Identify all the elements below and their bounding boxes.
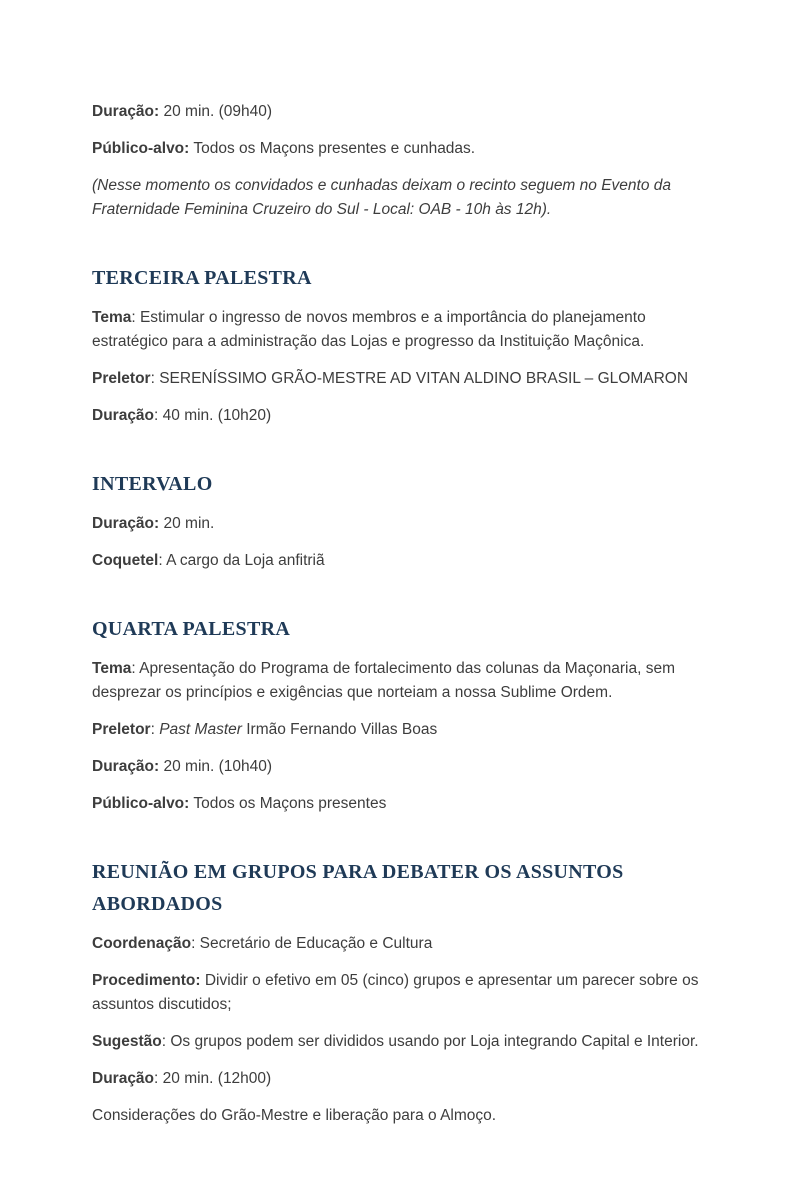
paragraph bbox=[92, 306, 701, 354]
section-heading: REUNIÃO EM GRUPOS PARA DEBATER OS ASSUNTOS ABORDADOS bbox=[92, 861, 624, 915]
text-run: : A cargo da Loja anfitriã bbox=[158, 552, 325, 569]
paragraph bbox=[92, 657, 701, 705]
text-run: : Os grupos podem ser divididos usando por Loja integrando Capital e Interior. bbox=[161, 1033, 699, 1050]
italic-run: (Nesse momento os convidados e cunhadas deixam o recinto seguem no Evento da Fraternidade Feminina Cruzeiro do Sul - Local: OAB - 10h às 12h). bbox=[92, 177, 672, 218]
section-heading: TERCEIRA PALESTRA bbox=[92, 267, 312, 289]
text-run: Todos os Maçons presentes bbox=[189, 795, 387, 812]
text-run: 20 min. (10h40) bbox=[159, 758, 273, 775]
label-run: Duração: bbox=[92, 103, 160, 120]
paragraph bbox=[92, 174, 701, 222]
schedule-section bbox=[92, 856, 701, 1128]
paragraph bbox=[92, 404, 701, 428]
text-run: Considerações do Grão-Mestre e liberação para o Almoço. bbox=[92, 1107, 497, 1124]
paragraph bbox=[92, 932, 701, 956]
label-run: Tema bbox=[92, 309, 132, 326]
label-run: Duração: bbox=[92, 758, 160, 775]
paragraph bbox=[92, 1104, 701, 1128]
label-run: Tema bbox=[92, 660, 132, 677]
paragraph bbox=[92, 755, 701, 779]
text-run: 20 min. (09h40) bbox=[159, 103, 273, 120]
label-run: Duração bbox=[92, 1070, 155, 1087]
label-run: Público-alvo: bbox=[92, 795, 190, 812]
section-heading: QUARTA PALESTRA bbox=[92, 618, 291, 640]
section-heading: INTERVALO bbox=[92, 473, 213, 495]
paragraph bbox=[92, 549, 701, 573]
text-run: : Apresentação do Programa de fortalecimento das colunas da Maçonaria, sem desprezar os princípios e exigências que norteiam a nossa Sublime Ordem. bbox=[92, 660, 676, 701]
text-run: : bbox=[150, 721, 160, 738]
label-run: Procedimento: bbox=[92, 972, 201, 989]
schedule-section bbox=[92, 262, 701, 428]
paragraph bbox=[92, 1030, 701, 1054]
label-run: Duração bbox=[92, 407, 155, 424]
text-run: : SERENÍSSIMO GRÃO-MESTRE AD VITAN ALDINO BRASIL – GLOMARON bbox=[150, 370, 689, 387]
paragraph bbox=[92, 512, 701, 536]
text-run: Irmão Fernando Villas Boas bbox=[241, 721, 438, 738]
paragraph bbox=[92, 969, 701, 1017]
text-run: 20 min. bbox=[159, 515, 215, 532]
paragraph bbox=[92, 100, 701, 124]
label-run: Coquetel bbox=[92, 552, 159, 569]
paragraph bbox=[92, 1067, 701, 1091]
schedule-section bbox=[92, 468, 701, 573]
paragraph bbox=[92, 367, 701, 391]
text-run: : Secretário de Educação e Cultura bbox=[191, 935, 433, 952]
label-run: Público-alvo: bbox=[92, 140, 190, 157]
text-run: : 20 min. (12h00) bbox=[154, 1070, 272, 1087]
label-run: Preletor bbox=[92, 370, 151, 387]
paragraph bbox=[92, 792, 701, 816]
italic-run: Past Master bbox=[159, 721, 242, 738]
text-run: : Estimular o ingresso de novos membros e a importância do planejamento estratégico para a administração das Lojas e progresso da Instituição Maçônica. bbox=[92, 309, 646, 350]
label-run: Sugestão bbox=[92, 1033, 162, 1050]
text-run: : 40 min. (10h20) bbox=[154, 407, 272, 424]
schedule-section bbox=[92, 100, 701, 222]
label-run: Coordenação bbox=[92, 935, 192, 952]
label-run: Duração: bbox=[92, 515, 160, 532]
paragraph bbox=[92, 718, 701, 742]
paragraph bbox=[92, 137, 701, 161]
schedule-section bbox=[92, 613, 701, 816]
label-run: Preletor bbox=[92, 721, 151, 738]
text-run: Dividir o efetivo em 05 (cinco) grupos e apresentar um parecer sobre os assuntos discutidos; bbox=[92, 972, 699, 1013]
text-run: Todos os Maçons presentes e cunhadas. bbox=[189, 140, 476, 157]
